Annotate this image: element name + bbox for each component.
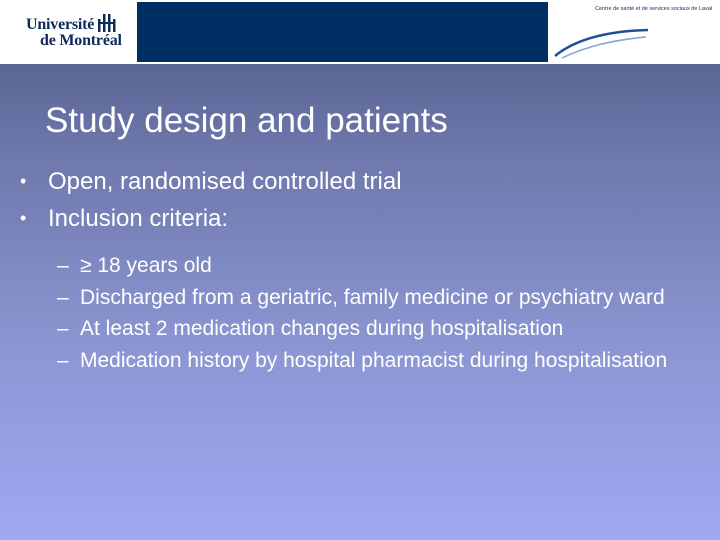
bullet-marker: • bbox=[20, 171, 27, 191]
slide-title: Study design and patients bbox=[45, 101, 448, 140]
header-navy-band bbox=[137, 2, 548, 62]
logo-text-line1: Université bbox=[26, 16, 95, 33]
logo-text-line2: de Montréal bbox=[40, 32, 122, 49]
subbullet-list bbox=[20, 250, 710, 376]
bullet-marker: • bbox=[20, 208, 27, 228]
subbullet-text: Medication history by hospital pharmacist during hospitalisation bbox=[80, 348, 668, 372]
bullet-list bbox=[20, 163, 710, 376]
subbullet-item bbox=[20, 282, 710, 314]
subbullet-item bbox=[20, 250, 710, 282]
subbullet-item bbox=[20, 313, 710, 345]
subbullet-text: ≥ 18 years old bbox=[80, 254, 212, 277]
dash-marker: – bbox=[57, 317, 69, 340]
subbullet-text: Discharged from a geriatric, family medicine or psychiatry ward bbox=[80, 285, 665, 309]
dash-marker: – bbox=[57, 285, 69, 309]
subbullet-text: At least 2 medication changes during hospitalisation bbox=[80, 317, 564, 340]
bullet-item bbox=[20, 163, 710, 200]
building-mark-icon bbox=[95, 12, 119, 34]
bullet-text: Open, randomised controlled trial bbox=[48, 168, 402, 195]
swoosh-icon bbox=[552, 18, 652, 62]
dash-marker: – bbox=[57, 348, 69, 372]
dash-marker: – bbox=[57, 254, 69, 277]
bullet-item bbox=[20, 200, 710, 237]
subbullet-item bbox=[20, 345, 710, 377]
universite-de-montreal-logo bbox=[0, 0, 135, 64]
header-bar bbox=[0, 0, 720, 64]
csss-laval-logo bbox=[552, 0, 720, 64]
bullet-text: Inclusion criteria: bbox=[48, 205, 229, 232]
csss-logo-text: Centre de santé et de services sociaux de Laval bbox=[595, 6, 713, 12]
